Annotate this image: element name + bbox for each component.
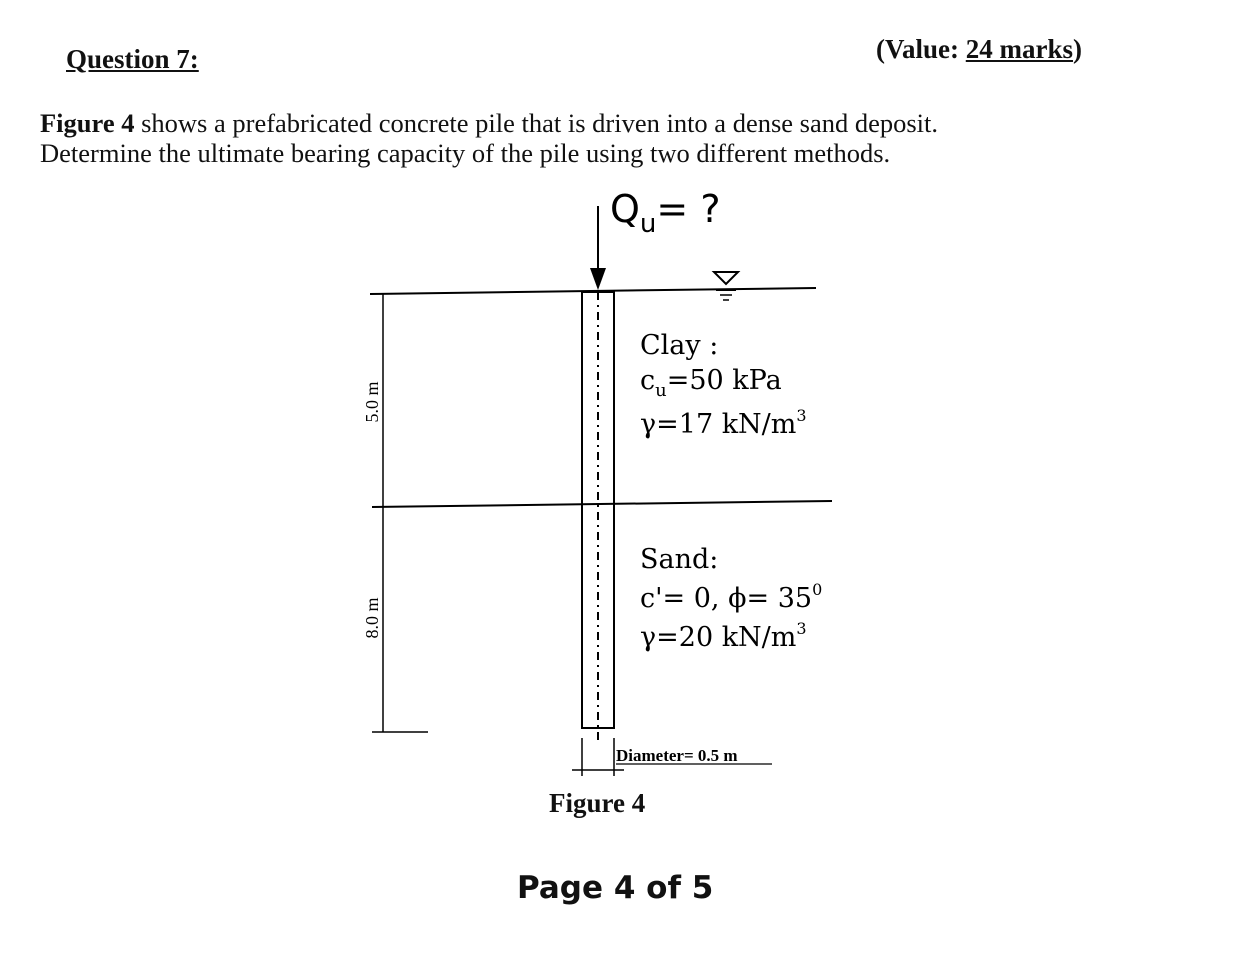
sand-properties [640, 544, 822, 653]
clay-label: Clay : [640, 330, 719, 361]
question-title: Question 7: [66, 44, 199, 74]
question-value: (Value: 24 marks) [876, 34, 1083, 64]
question-marks: 24 marks [965, 34, 1074, 64]
load-arrow-head [590, 268, 606, 290]
clay-cu: $c_u=50$ kPa [640, 365, 782, 401]
page-number: Page 4 of 5 [517, 870, 714, 906]
sand-label: Sand: [640, 544, 719, 575]
figure-reference: Figure 4 [40, 108, 135, 138]
diameter-label: Diameter= 0.5 m [616, 746, 738, 765]
clay-properties [640, 330, 807, 440]
clay-unit-weight: γ=17 $kN/m^3$ [640, 406, 807, 440]
load-label: $Q_u=$ ? [610, 187, 721, 239]
clay-sand-boundary [372, 501, 832, 507]
sand-strength: c'= 0, $\phi= 35^0$ [640, 580, 823, 614]
water-table-icon [714, 272, 738, 284]
figure-caption: Figure 4 [549, 788, 646, 818]
dim-label-bottom: 8.0 m [362, 597, 382, 639]
problem-line-2: Determine the ultimate bearing capacity of the pile using two different methods. [40, 138, 891, 168]
dim-label-top: 5.0 m [362, 381, 382, 423]
sand-unit-weight: γ=20 $kN/m^3$ [640, 619, 807, 653]
problem-line-1: Figure 4 shows a prefabricated concrete pile that is driven into a dense sand deposit. [40, 108, 939, 138]
